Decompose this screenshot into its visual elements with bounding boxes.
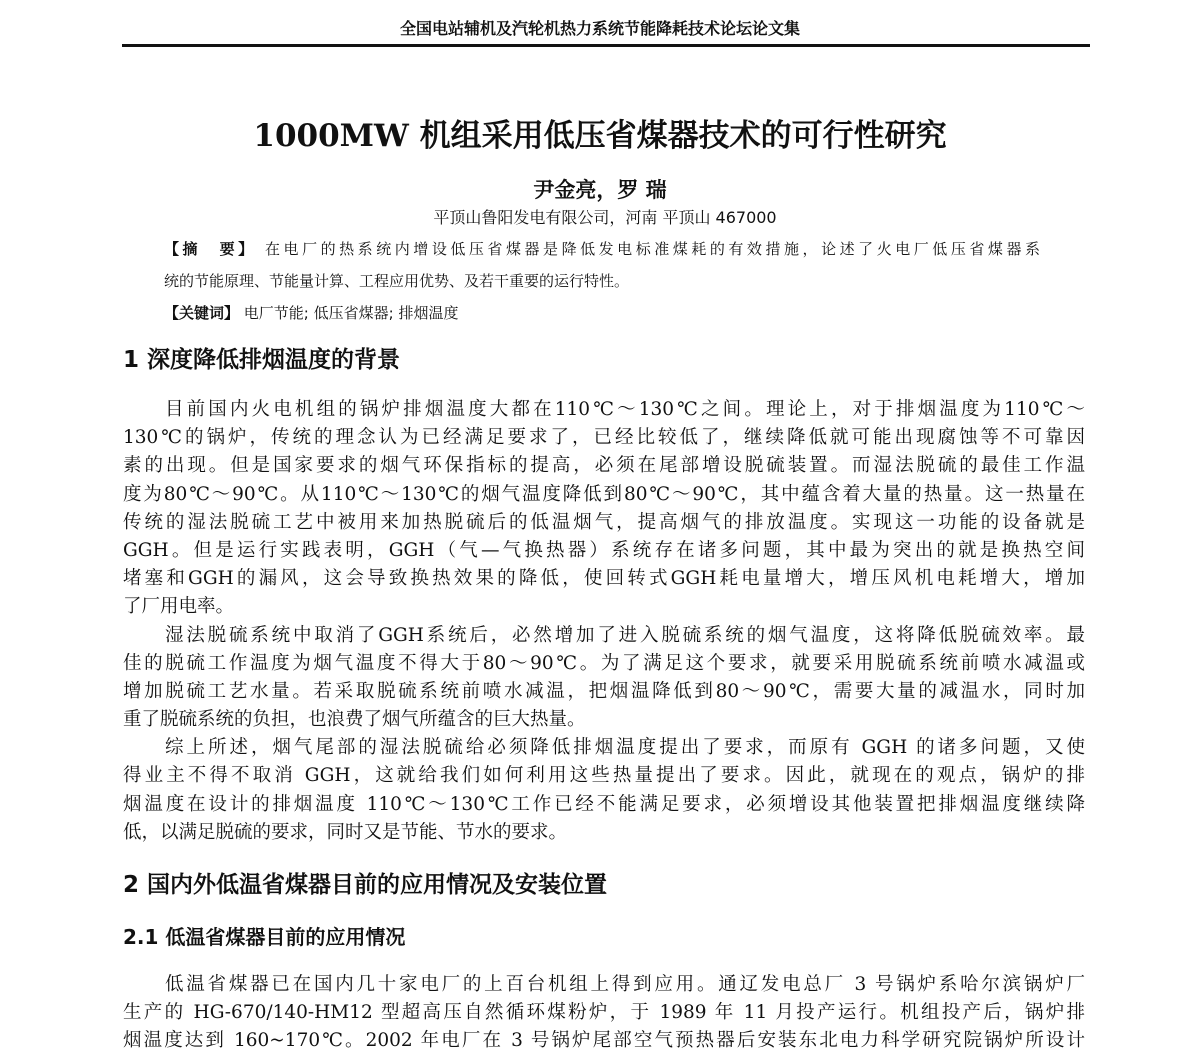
paragraph-line: GGH。但是运行实践表明，GGH（气—气换热器）系统存在诸多问题，其中最为突出的就是换热空间 xyxy=(123,539,1085,561)
paragraph-line: 得业主不得不取消 GGH，这就给我们如何利用这些热量提出了要求。因此，就现在的观点，锅炉的排 xyxy=(123,765,1085,787)
running-head: 全国电站辅机及汽轮机热力系统节能降耗技术论坛论文集 xyxy=(399,19,800,38)
paragraph-line: 烟温度在设计的排烟温度 110℃～130℃工作已经不能满足要求，必须增设其他装置把排烟温度继续降 xyxy=(123,793,1085,815)
paragraph-line: 堵塞和GGH的漏风，这会导致换热效果的降低，使回转式GGH耗电量增大，增压风机电耗增大，增加 xyxy=(123,568,1085,590)
paragraph-line: 传统的湿法脱硫工艺中被用来加热脱硫后的低温烟气，提高烟气的排放温度。实现这一功能的设备就是 xyxy=(123,511,1085,533)
authors: 尹金亮，罗 瑞 xyxy=(533,178,667,202)
paragraph-line: 低温省煤器已在国内几十家电厂的上百台机组上得到应用。通辽发电总厂 3 号锅炉系哈尔滨锅炉厂 xyxy=(165,974,1085,995)
paragraph-line: 重了脱硫系统的负担，也浪费了烟气所蕴含的巨大热量。 xyxy=(123,709,586,731)
paragraph-line: 增加脱硫工艺水量。若采取脱硫系统前喷水减温，把烟温降低到80～90℃，需要大量的减温水，同时加 xyxy=(123,680,1085,702)
section-2-1-heading: 2.1 低温省煤器目前的应用情况 xyxy=(123,925,406,949)
paragraph-line: 目前国内火电机组的锅炉排烟温度大都在110℃～130℃之间。理论上，对于排烟温度为110℃～ xyxy=(165,399,1085,420)
paper-title: 1000MW 机组采用低压省煤器技术的可行性研究 xyxy=(253,118,947,154)
abstract-text: 在电厂的热系统内增设低压省煤器是降低发电标准煤耗的有效措施，论述了火电厂低压省煤器系 xyxy=(265,240,1040,258)
paragraph-line: 素的出现。但是国家要求的烟气环保指标的提高，必须在尾部增设脱硫装置。而湿法脱硫的最佳工作温 xyxy=(123,455,1085,477)
keywords xyxy=(164,302,1040,324)
abstract-label: 【摘 要】 xyxy=(164,240,257,258)
keywords-label: 【关键词】 xyxy=(164,304,240,322)
paragraph-line: 佳的脱硫工作温度为烟气温度不得大于80～90℃。为了满足这个要求，就要采用脱硫系统前喷水减温或 xyxy=(123,652,1085,674)
section-1-body xyxy=(123,396,1085,847)
paragraph-line: 低，以满足脱硫的要求，同时又是节能、节水的要求。 xyxy=(123,821,568,843)
header-rule xyxy=(122,44,1090,47)
affiliation: 平顶山鲁阳发电有限公司，河南 平顶山 467000 xyxy=(433,208,777,227)
abstract-line xyxy=(164,238,1040,270)
paragraph-line: 了厂用电率。 xyxy=(123,596,235,618)
keywords-text: 电厂节能; 低压省煤器; 排烟温度 xyxy=(243,304,459,322)
paragraph-line: 湿法脱硫系统中取消了GGH系统后，必然增加了进入脱硫系统的烟气温度，这将降低脱硫效率。最 xyxy=(165,624,1085,646)
abstract-line: 统的节能原理、节能量计算、工程应用优势、及若干重要的运行特性。 xyxy=(164,272,630,290)
paragraph-line: 综上所述，烟气尾部的湿法脱硫给必须降低排烟温度提出了要求，而原有 GGH 的诸多问题，又使 xyxy=(165,737,1085,759)
abstract xyxy=(164,238,1040,324)
section-2-1-body xyxy=(123,971,1085,1056)
paragraph-line: 烟温度达到 160~170℃。2002 年电厂在 3 号锅炉尾部空气预热器后安装东北电力科学研究院锅炉所设计 xyxy=(123,1030,1085,1052)
paragraph-line: 130℃的锅炉，传统的理念认为已经满足要求了，已经比较低了，继续降低就可能出现腐蚀等不可靠因 xyxy=(123,427,1085,449)
section-1-heading: 1 深度降低排烟温度的背景 xyxy=(123,347,401,373)
paragraph-line: 生产的 HG-670/140-HM12 型超高压自然循环煤粉炉，于 1989 年 11 月投产运行。机组投产后，锅炉排 xyxy=(123,1002,1085,1024)
section-2-heading: 2 国内外低温省煤器目前的应用情况及安装位置 xyxy=(123,872,608,898)
paragraph-line: 度为80℃～90℃。从110℃～130℃的烟气温度降低到80℃～90℃，其中蕴含着大量的热量。这一热量在 xyxy=(123,483,1085,505)
